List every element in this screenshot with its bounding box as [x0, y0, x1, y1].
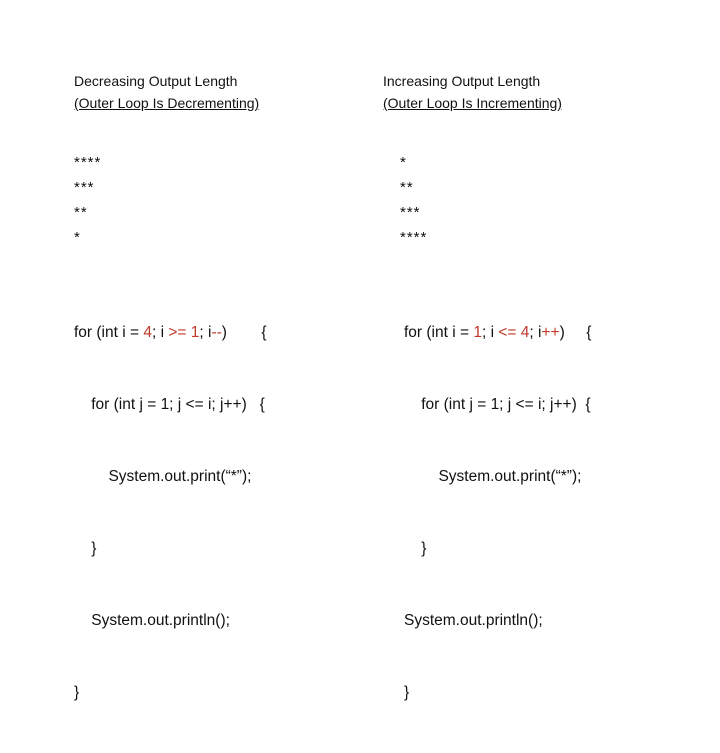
- code-token: ; i: [151, 324, 169, 341]
- left-star-row: *: [74, 229, 81, 246]
- left-heading-title: Decreasing Output Length: [74, 73, 238, 89]
- right-code-block: [404, 273, 591, 753]
- left-code-line-3: System.out.print(“*”);: [74, 468, 252, 485]
- right-heading: [383, 70, 562, 114]
- left-heading-subtitle: (Outer Loop Is Decrementing): [74, 95, 260, 111]
- code-token: ; i: [481, 324, 499, 341]
- code-token-highlight: ++: [541, 324, 560, 341]
- right-star-row: ***: [400, 204, 421, 221]
- right-star-row: *: [400, 154, 407, 171]
- code-token-highlight: 4: [143, 324, 152, 341]
- left-star-row: ****: [74, 154, 102, 171]
- left-star-row: **: [74, 204, 88, 221]
- code-token-highlight: 1: [473, 324, 482, 341]
- right-code-line-3: System.out.print(“*”);: [404, 468, 582, 485]
- code-token-highlight: 4: [520, 324, 530, 341]
- right-star-output: [400, 150, 427, 250]
- left-code-line-6: }: [74, 684, 80, 701]
- right-column: [360, 0, 700, 701]
- code-token-highlight: --: [211, 324, 222, 341]
- code-token: ) {: [559, 324, 592, 341]
- left-code-line-1: [74, 321, 267, 345]
- right-code-line-6: }: [404, 684, 410, 701]
- left-heading: [74, 70, 259, 114]
- left-code-line-2: for (int j = 1; j <= i; j++) {: [74, 396, 265, 413]
- right-star-row: ****: [400, 229, 428, 246]
- right-code-line-2: for (int j = 1; j <= i; j++) {: [404, 396, 591, 413]
- right-heading-subtitle: (Outer Loop Is Incrementing): [383, 95, 562, 111]
- right-star-row: **: [400, 179, 414, 196]
- right-code-line-4: }: [404, 540, 427, 557]
- code-token: for (int i =: [74, 324, 144, 341]
- right-heading-title: Increasing Output Length: [383, 73, 541, 89]
- left-star-output: [74, 150, 101, 250]
- code-token: ; i: [529, 324, 542, 341]
- code-token: ) {: [221, 324, 267, 341]
- right-code-line-1: [404, 321, 591, 345]
- left-code-line-4: }: [74, 540, 97, 557]
- left-code-block: [74, 273, 267, 753]
- left-column: [0, 0, 340, 701]
- code-token-highlight: <=: [498, 324, 517, 341]
- code-token: for (int i =: [404, 324, 474, 341]
- left-star-row: ***: [74, 179, 95, 196]
- left-code-line-5: System.out.println();: [74, 612, 230, 629]
- code-token: ; i: [199, 324, 212, 341]
- code-token-highlight: >=: [168, 324, 187, 341]
- code-token-highlight: 1: [190, 324, 200, 341]
- right-code-line-5: System.out.println();: [404, 612, 543, 629]
